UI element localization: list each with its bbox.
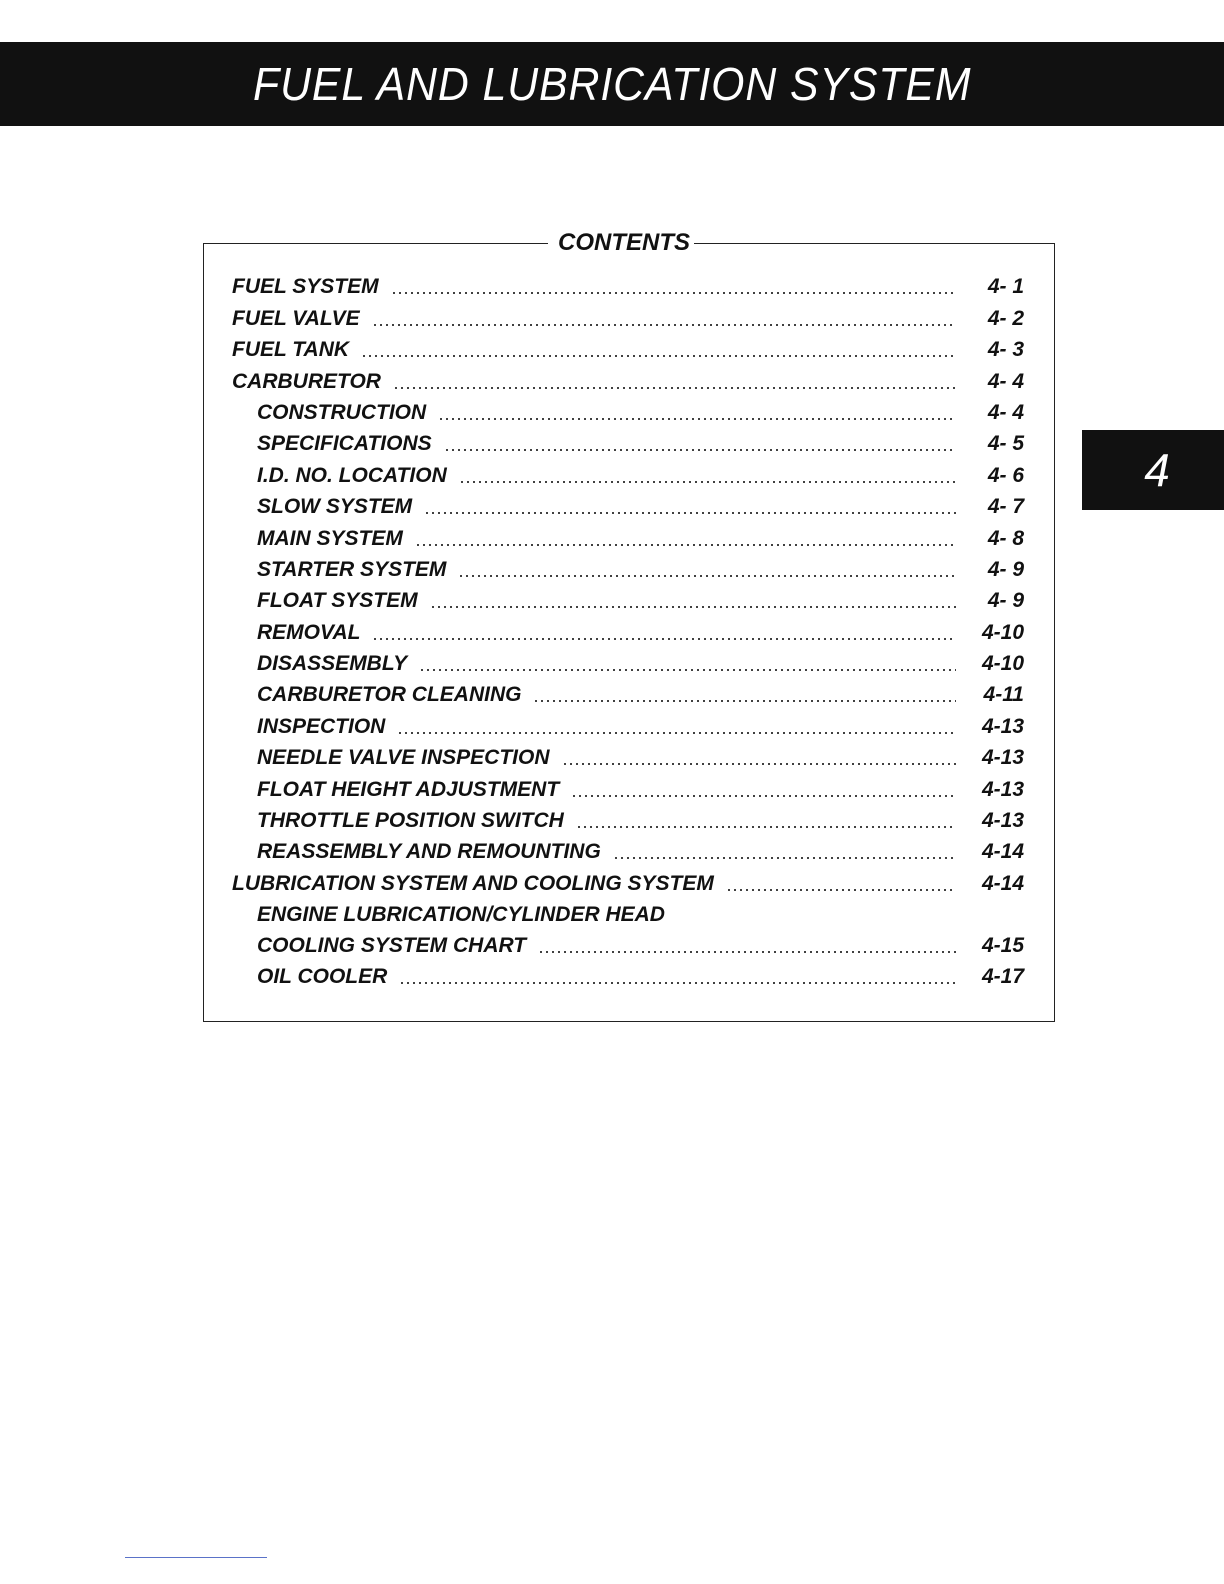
toc-entry-title: MAIN SYSTEM (257, 526, 403, 550)
toc-entry-page: 4-15 (981, 933, 1024, 957)
dot-leader (424, 512, 956, 514)
toc-entry-title: FLOAT HEIGHT ADJUSTMENT (257, 777, 560, 801)
toc-entry[interactable] (232, 679, 1024, 710)
dot-leader (397, 732, 956, 734)
toc-entry-title: THROTTLE POSITION SWITCH (257, 809, 564, 833)
toc-entry[interactable] (232, 867, 1024, 898)
toc-entry-page: 4-10 (981, 620, 1024, 644)
toc-entry-title: FLOAT SYSTEM (257, 589, 418, 613)
toc-entry-title: FUEL TANK (232, 338, 350, 362)
toc-entry-title: DISASSEMBLY (257, 652, 408, 676)
toc-entry-page: 4-13 (981, 746, 1024, 770)
toc-entry-page: 4- 3 (987, 338, 1024, 362)
toc-entry-title: CARBURETOR (232, 369, 381, 393)
toc-entry-page: 4-13 (981, 714, 1024, 738)
toc-entry[interactable] (232, 397, 1024, 428)
dot-leader (533, 700, 956, 702)
toc-entry-page: 4- 4 (987, 369, 1024, 393)
toc-entry[interactable] (232, 271, 1024, 302)
toc-entry-title: REMOVAL (257, 620, 361, 644)
toc-entry-page: 4- 2 (987, 306, 1024, 330)
toc-entry-title: I.D. NO. LOCATION (257, 463, 447, 487)
dot-leader (415, 544, 956, 546)
toc-entry[interactable] (232, 491, 1024, 522)
toc-entry[interactable] (232, 334, 1024, 365)
dot-leader (562, 763, 957, 765)
dot-leader (430, 606, 956, 608)
dot-leader (438, 418, 956, 420)
toc-entry-page: 4-17 (981, 965, 1024, 989)
toc-entry-page: 4- 5 (987, 432, 1024, 456)
header-bar (0, 42, 1224, 126)
toc-entry-title: SLOW SYSTEM (257, 495, 413, 519)
toc-entry-page: 4- 1 (987, 275, 1024, 299)
toc-entry[interactable] (232, 648, 1024, 679)
toc-entry-page: 4-13 (981, 809, 1024, 833)
dot-leader (726, 889, 956, 891)
toc-entry-title: STARTER SYSTEM (257, 557, 447, 581)
toc-entry[interactable] (232, 805, 1024, 836)
toc-entry-title: NEEDLE VALVE INSPECTION (257, 746, 550, 770)
toc-entry-page: 4-11 (983, 683, 1024, 707)
toc-entry-title-line1: ENGINE LUBRICATION/CYLINDER HEAD (257, 902, 665, 926)
toc-entry[interactable] (232, 773, 1024, 804)
page-title: FUEL AND LUBRICATION SYSTEM (252, 58, 972, 110)
dot-leader (391, 292, 956, 294)
toc-entry-title: INSPECTION (257, 714, 386, 738)
dot-leader (361, 355, 956, 357)
toc-entry-page: 4-14 (981, 871, 1024, 895)
dot-leader (458, 575, 956, 577)
dot-leader (459, 481, 956, 483)
dot-leader (419, 669, 956, 671)
toc-entry[interactable] (232, 710, 1024, 741)
toc-entry[interactable] (232, 585, 1024, 616)
toc-entry-title: CARBURETOR CLEANING (257, 683, 522, 707)
dot-leader (444, 449, 956, 451)
toc-entry-title: OIL COOLER (257, 965, 388, 989)
toc-entry[interactable] (232, 836, 1024, 867)
toc-entry[interactable] (232, 899, 1024, 961)
dot-leader (372, 324, 956, 326)
toc-entry-page: 4- 9 (987, 557, 1024, 581)
toc-entry-title: SPECIFICATIONS (257, 432, 432, 456)
toc-entry[interactable] (232, 522, 1024, 553)
toc-entry-page: 4- 8 (987, 526, 1024, 550)
contents-label: CONTENTS (548, 227, 694, 259)
toc-entry-title: CONSTRUCTION (257, 400, 427, 424)
toc-entry[interactable] (232, 616, 1024, 647)
toc-entry-title: FUEL SYSTEM (232, 275, 379, 299)
dot-leader (372, 638, 956, 640)
dot-leader (571, 795, 956, 797)
toc-entry-title: REASSEMBLY AND REMOUNTING (257, 840, 601, 864)
toc-entry-page: 4- 7 (987, 495, 1024, 519)
toc-entry-title: FUEL VALVE (232, 306, 360, 330)
toc-entry-page: 4-10 (981, 652, 1024, 676)
chapter-tab (1082, 430, 1224, 510)
toc-entry[interactable] (232, 365, 1024, 396)
toc-entry-page: 4-14 (981, 840, 1024, 864)
toc-entry[interactable] (232, 459, 1024, 490)
toc-entry-title: COOLING SYSTEM CHART (257, 933, 527, 957)
chapter-number: 4 (1144, 444, 1170, 496)
dot-leader (393, 387, 956, 389)
footer-rule (125, 1557, 267, 1558)
toc-list (232, 271, 1024, 992)
toc-entry-page: 4- 6 (987, 463, 1024, 487)
toc-entry-page: 4- 9 (987, 589, 1024, 613)
toc-entry[interactable] (232, 428, 1024, 459)
toc-entry-title: LUBRICATION SYSTEM AND COOLING SYSTEM (232, 871, 714, 895)
dot-leader (399, 982, 956, 984)
toc-entry-page: 4-13 (981, 777, 1024, 801)
dot-leader (576, 826, 956, 828)
toc-entry[interactable] (232, 961, 1024, 992)
toc-entry[interactable] (232, 302, 1024, 333)
toc-entry[interactable] (232, 554, 1024, 585)
toc-entry-page: 4- 4 (987, 400, 1024, 424)
dot-leader (538, 951, 956, 953)
dot-leader (613, 857, 956, 859)
contents-box (203, 229, 1055, 1022)
toc-entry[interactable] (232, 742, 1024, 773)
